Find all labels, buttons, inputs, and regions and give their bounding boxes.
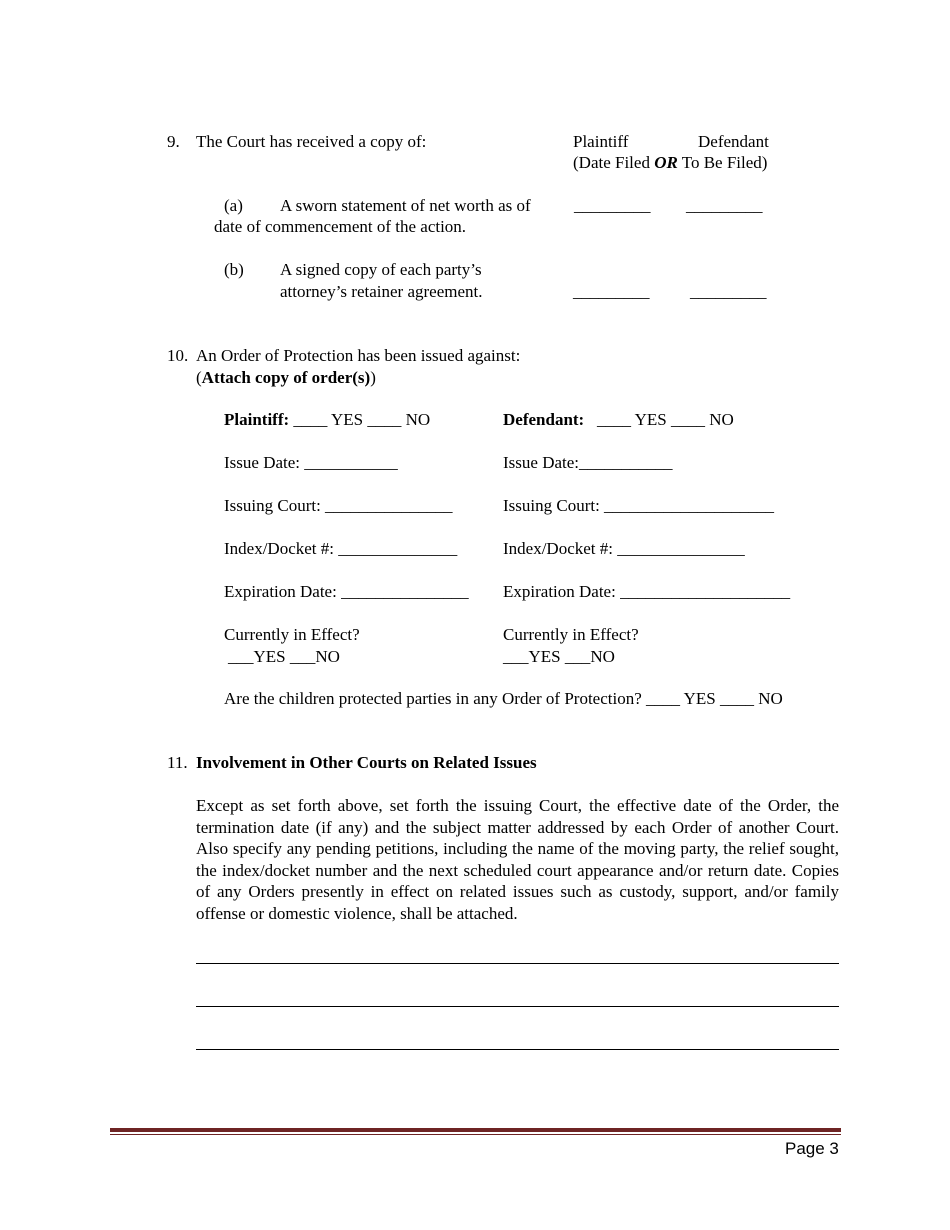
date-filed-note: (Date Filed OR To Be Filed) bbox=[573, 153, 768, 172]
plaintiff-order-yes-no[interactable]: Plaintiff: ____ YES ____ NO bbox=[224, 410, 431, 429]
answer-line[interactable] bbox=[196, 1049, 839, 1050]
section-9-text: The Court has received a copy of: bbox=[196, 132, 427, 151]
defendant-index-docket[interactable]: Index/Docket #: _______________ bbox=[503, 539, 745, 558]
defendant-in-effect-yes-no[interactable]: ___YES ___NO bbox=[503, 647, 615, 666]
attach-order-note: (Attach copy of order(s)) bbox=[196, 368, 376, 387]
item-a-text-line1: A sworn statement of net worth as of bbox=[280, 196, 531, 215]
column-header-defendant: Defendant bbox=[698, 132, 769, 151]
plaintiff-issue-date[interactable]: Issue Date: ___________ bbox=[224, 453, 398, 472]
plaintiff-in-effect-label: Currently in Effect? bbox=[224, 625, 360, 644]
section-11-paragraph: Except as set forth above, set forth the issuing Court, the effective date of the Order, the termination date (if any) and the subject matter addressed by each Order of another Court. Also specify any pending petitions, including the name of the moving party, the relief sought, the index/docket number and the next scheduled court appearance and/or return date. Copies of any Orders presently in effect on related issues such as custody, support, and/or family offense or domestic violence, shall be attached. bbox=[196, 796, 839, 923]
item-b-defendant-blank[interactable]: _________ bbox=[690, 282, 767, 301]
defendant-issue-date[interactable]: Issue Date:___________ bbox=[503, 453, 673, 472]
section-11-heading: Involvement in Other Courts on Related Issues bbox=[196, 753, 537, 772]
defendant-issuing-court[interactable]: Issuing Court: ____________________ bbox=[503, 496, 775, 515]
plaintiff-index-docket[interactable]: Index/Docket #: ______________ bbox=[224, 539, 458, 558]
defendant-in-effect-label: Currently in Effect? bbox=[503, 625, 639, 644]
section-10-text: An Order of Protection has been issued against: bbox=[196, 346, 521, 365]
item-b-text-line1: A signed copy of each party’s bbox=[280, 260, 482, 279]
answer-line[interactable] bbox=[196, 963, 839, 964]
column-header-plaintiff: Plaintiff bbox=[573, 132, 629, 151]
item-a-text-line2: date of commencement of the action. bbox=[214, 217, 467, 236]
section-9-number: 9. bbox=[167, 132, 180, 151]
page-number: Page 3 bbox=[785, 1139, 839, 1158]
item-b-text-line2: attorney’s retainer agreement. bbox=[280, 282, 483, 301]
footer-rule-thin bbox=[110, 1134, 841, 1135]
plaintiff-in-effect-yes-no[interactable]: ___YES ___NO bbox=[228, 647, 340, 666]
children-protected-question[interactable]: Are the children protected parties in any Order of Protection? ____ YES ____ NO bbox=[224, 689, 783, 708]
item-b-label: (b) bbox=[224, 260, 244, 279]
plaintiff-expiration-date[interactable]: Expiration Date: _______________ bbox=[224, 582, 469, 601]
item-a-label: (a) bbox=[224, 196, 243, 215]
item-a-plaintiff-blank[interactable]: _________ bbox=[574, 196, 651, 215]
section-10-number: 10. bbox=[167, 346, 189, 365]
footer-rule-thick bbox=[110, 1128, 841, 1132]
section-11-number: 11. bbox=[167, 753, 188, 772]
item-b-plaintiff-blank[interactable]: _________ bbox=[573, 282, 650, 301]
defendant-order-yes-no[interactable]: Defendant: ____ YES ____ NO bbox=[503, 410, 734, 429]
answer-line[interactable] bbox=[196, 1006, 839, 1007]
plaintiff-issuing-court[interactable]: Issuing Court: _______________ bbox=[224, 496, 453, 515]
item-a-defendant-blank[interactable]: _________ bbox=[686, 196, 763, 215]
defendant-expiration-date[interactable]: Expiration Date: ____________________ bbox=[503, 582, 791, 601]
